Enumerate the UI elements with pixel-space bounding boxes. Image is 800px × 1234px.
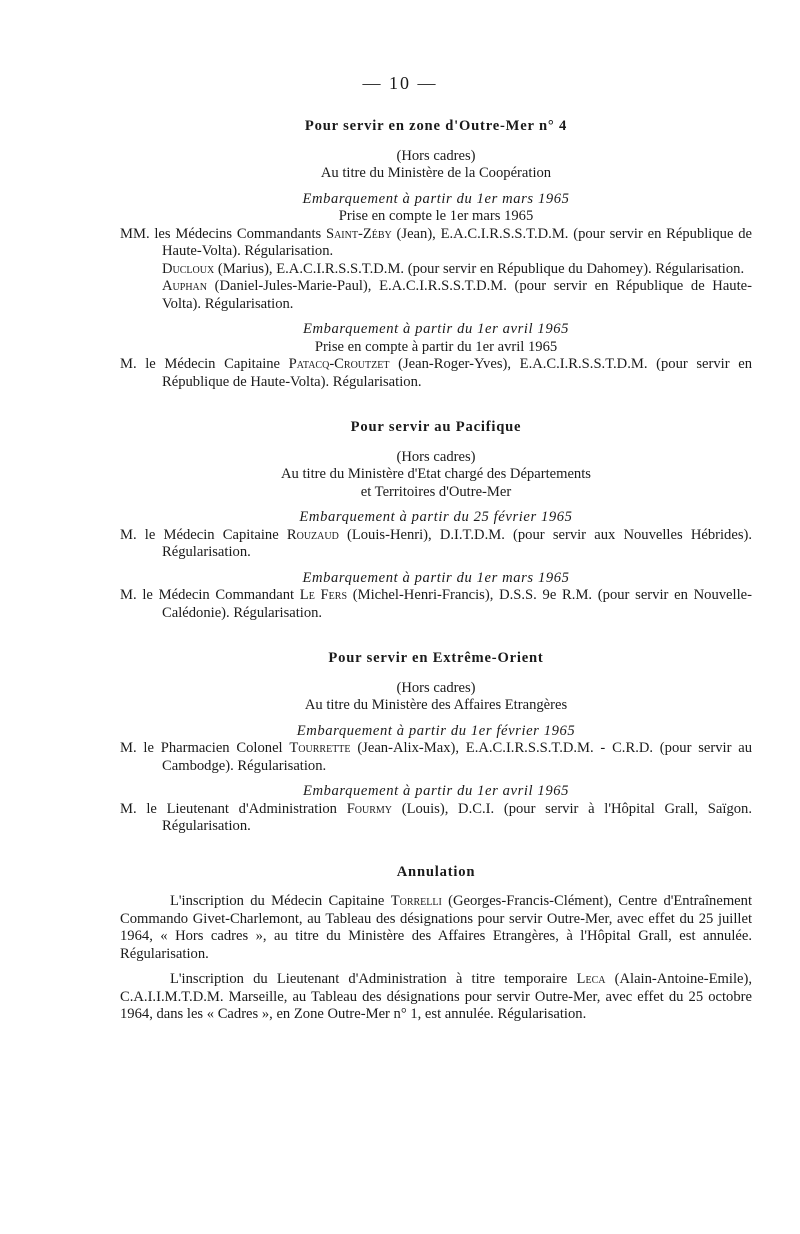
section-heading-extreme-orient: Pour servir en Extrême-Orient — [328, 650, 544, 666]
section-heading-pacifique: Pour servir au Pacifique — [350, 419, 522, 435]
annulation-paragraph: L'inscription du Médecin Capitaine Torrelli (Georges-Francis-Clément), Centre d'Entraînement Commando Givet-Charlemont, au Tableau des désignations pour servir Outre-Mer, avec effet du 25 juillet 1964, « Hors cadres », au titre du Ministère des Affaires Etrangères, à l'Hôpital Grall, est annulée. Régularisation. — [120, 893, 753, 962]
officer-name: Ducloux — [162, 260, 215, 277]
hors-cadres-label: (Hors cadres) — [396, 679, 476, 696]
assignment-entry: MM. les Médecins Commandants Saint-Zéby (Jean), E.A.C.I.R.S.S.T.D.M. (pour servir en République de Haute-Volta). Régularisation. — [120, 225, 752, 259]
hors-cadres-label: (Hors cadres) — [396, 147, 476, 164]
officer-name: Rouzaud — [286, 526, 339, 543]
assignment-entry: Ducloux (Marius), E.A.C.I.R.S.S.T.D.M. (pour servir en République du Dahomey). Régularisation. — [162, 260, 745, 277]
section-heading-annulation: Annulation — [396, 863, 476, 880]
assignment-entry: M. le Lieutenant d'Administration Fourmy (Louis), D.C.I. (pour servir à l'Hôpital Grall, Saïgon. Régularisation. — [120, 800, 752, 834]
officer-name: Auphan — [162, 278, 207, 294]
assignment-entry: M. le Médecin Capitaine Rouzaud (Louis-Henri), D.I.T.D.M. (pour servir aux Nouvelles Hébrides). Régularisation. — [120, 526, 753, 560]
embarkation-date: Embarquement à partir du 1er avril 1965 — [302, 783, 570, 799]
page-number: — 10 — — [362, 73, 438, 93]
ministry-line: Au titre du Ministère de la Coopération — [320, 165, 552, 181]
officer-name: Leca — [576, 971, 606, 987]
assignment-entry: M. le Pharmacien Colonel Tourrette (Jean-Alix-Max), E.A.C.I.R.S.S.T.D.M. - C.R.D. (pour servir au Cambodge). Régularisation. — [120, 740, 752, 774]
officer-name: Torrelli — [390, 893, 442, 909]
ministry-line: Au titre du Ministère d'Etat chargé des Départements — [281, 466, 591, 482]
officer-name: Tourrette — [289, 740, 351, 756]
annulation-paragraph: L'inscription du Lieutenant d'Administration à titre temporaire Leca (Alain-Antoine-Emile), C.A.I.I.M.T.D.M. Marseille, au Tableau des désignations pour servir Outre-Mer, avec effet du 25 octobre 1964, dans les « Cadres », en Zone Outre-Mer n° 1, est annulée. Régularisation. — [120, 971, 753, 1022]
prise-en-compte-line: Prise en compte à partir du 1er avril 1965 — [314, 338, 558, 355]
ministry-line: et Territoires d'Outre-Mer — [360, 483, 512, 500]
embarkation-date: Embarquement à partir du 1er mars 1965 — [302, 190, 570, 207]
prise-en-compte-line: Prise en compte le 1er mars 1965 — [338, 208, 534, 224]
section-heading-outre-mer-4: Pour servir en zone d'Outre-Mer n° 4 — [304, 118, 568, 134]
officer-name: Fourmy — [346, 800, 393, 817]
officer-name: Le Fers — [299, 587, 348, 603]
embarkation-date: Embarquement à partir du 1er mars 1965 — [302, 569, 570, 586]
embarkation-date: Embarquement à partir du 25 février 1965 — [299, 509, 573, 525]
embarkation-date: Embarquement à partir du 1er février 1965 — [296, 722, 576, 739]
assignment-entry: Auphan (Daniel-Jules-Marie-Paul), E.A.C.I.R.S.S.T.D.M. (pour servir en République de Haute-Volta). Régularisation. — [162, 278, 752, 312]
hors-cadres-label: (Hors cadres) — [396, 448, 476, 465]
officer-name: Patacq-Croutzet — [288, 356, 390, 372]
embarkation-date: Embarquement à partir du 1er avril 1965 — [302, 321, 570, 337]
ministry-line: Au titre du Ministère des Affaires Etrangères — [304, 697, 568, 713]
assignment-entry: M. le Médecin Capitaine Patacq-Croutzet (Jean-Roger-Yves), E.A.C.I.R.S.S.T.D.M. (pour servir en République de Haute-Volta). Régularisation. — [120, 356, 753, 390]
officer-name: Saint-Zéby — [325, 225, 392, 242]
assignment-entry: M. le Médecin Commandant Le Fers (Michel-Henri-Francis), D.S.S. 9e R.M. (pour servir en Nouvelle-Calédonie). Régularisation. — [120, 587, 752, 621]
page-content — [120, 118, 752, 1024]
